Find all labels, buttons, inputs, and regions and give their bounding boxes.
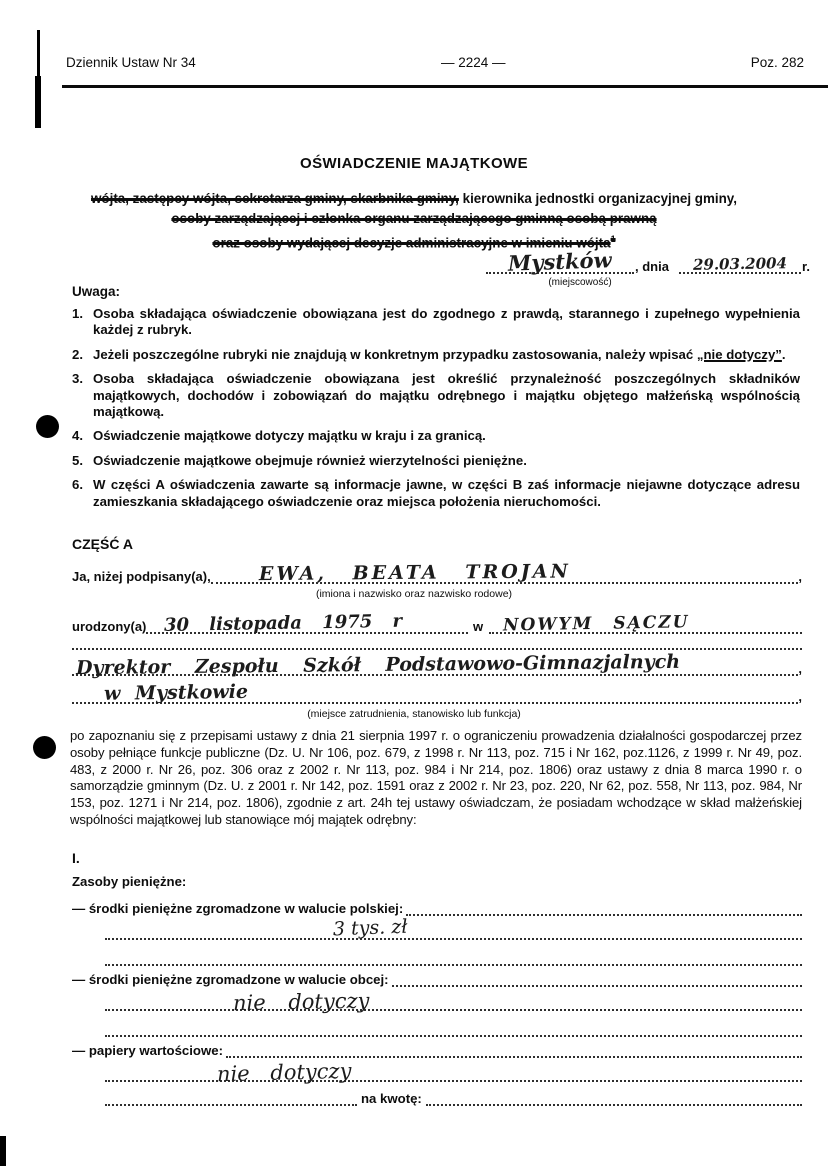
uwaga-heading: Uwaga:: [72, 284, 121, 299]
place-field: [486, 249, 634, 274]
part-a-heading: CZĘŚĆ A: [72, 536, 133, 552]
money-item-polish-currency: [72, 899, 802, 966]
name-hint: (imiona i nazwisko oraz nazwisko rodowe): [315, 588, 513, 600]
place-date-row: [486, 244, 812, 274]
name-field: [211, 562, 799, 584]
handwritten-value: nie dotyczy: [216, 1058, 352, 1087]
handwritten-employment-2: w Mystkowie: [103, 680, 249, 705]
uwaga-list: [72, 306, 800, 518]
money-item-foreign-currency: [72, 970, 802, 1037]
dnia-label: , dnia: [635, 259, 673, 274]
legal-paragraph: po zapoznaniu się z przepisami ustawy z dnia 21 sierpnia 1997 r. o ograniczeniu prowadzenia działalności gospodarczej przez osoby pełniące funkcje publiczne (Dz. U. Nr 106, poz. 679, z 1998 r. Nr 113, poz. 715 i Nr 162, poz.1126, z 1999 r. Nr 49, poz. 483, z 2000 r. Nr 26, poz. 306 oraz z 2002 r. Nr 113, poz. 984 i Nr 214, poz. 1806) oraz ustawy z dnia 8 marca 1990 r. o samorządzie gminnym (Dz. U. z 2001 r. Nr 142, poz. 1591 oraz z 2002 r. Nr 23, poz. 220, Nr 62, poz. 558, Nr 113, poz. 984, Nr 153, poz. 1271 i Nr 214, poz. 1806), zgodnie z art. 24h tej ustawy oświadczam, że posiadam wchodzące w skład małżeńskiej wspólności majątkowej lub stanowiące mój majątek odrębny:: [70, 728, 802, 827]
document-title: OŚWIADCZENIE MAJĄTKOWE: [300, 155, 528, 172]
uwaga-item: 5. Oświadczenie majątkowe obejmuje również wierzytelności pieniężne.: [72, 452, 527, 468]
dotted-leader: [392, 985, 802, 987]
item-label: — środki pieniężne zgromadzone w walucie obcej:: [72, 972, 389, 987]
struck-text: wójta, zastępcy wójta, sekretarza gminy, skarbnika gminy,: [91, 191, 459, 206]
trailing-comma: ,: [798, 661, 802, 676]
item-label: — papiery wartościowe:: [72, 1043, 223, 1058]
scan-dot-artifact: [36, 415, 59, 438]
underlined-text: „nie dotyczy”: [696, 346, 782, 362]
page-number: — 2224 —: [440, 55, 506, 70]
handwritten-birthdate: 30 listopada 1975 r: [164, 610, 403, 636]
section-number: I.: [72, 850, 80, 866]
uwaga-item: 1. Osoba składająca oświadczenie obowiązana jest do zgodnego z prawdą, starannego i zupełnego wypełnienia każdej z rubryk.: [72, 306, 800, 338]
value-line: [105, 916, 802, 940]
w-label: w: [469, 619, 487, 634]
subtitle-line-2: [40, 209, 788, 229]
handwritten-value: nie dotyczy: [232, 988, 370, 1016]
uwaga-item: 4. Oświadczenie majątkowe dotyczy majątku w kraju i za granicą.: [72, 428, 486, 444]
employment-row-1: [72, 650, 802, 680]
dotted-leader: [406, 914, 802, 916]
position-number: Poz. 282: [750, 55, 804, 70]
employment-field-1: [72, 650, 798, 680]
section-one: [72, 850, 802, 1106]
employment-hint: (miejsce zatrudnienia, stanowisko lub funkcja): [307, 708, 521, 720]
dotted-leader: [426, 1104, 802, 1106]
uwaga-item: 6. W części A oświadczenia zawarte są informacje jawne, w części B zaś informacje niejawne dotyczące adresu zamieszkania składającego oświadczenie oraz miejsca położenia nieruchomości.: [72, 477, 800, 509]
handwritten-birthplace: NOWYM SĄCZU: [502, 612, 690, 636]
page-header: [66, 55, 804, 70]
dotted-leader: [226, 1056, 802, 1058]
employment-field-2: [72, 682, 798, 704]
trailing-comma: ,: [798, 689, 802, 704]
struck-text: osoby zarządzającej i członka organu zarządzającego gminną osobą prawną: [171, 211, 657, 226]
ja-label: Ja, niżej podpisany(a),: [72, 569, 211, 584]
r-suffix: r.: [802, 259, 810, 274]
date-field: [679, 255, 801, 274]
place-hint: (miejscowość): [548, 277, 612, 288]
value-line: [105, 987, 802, 1016]
subtitle-plain-text: kierownika jednostki organizacyjnej gminy,: [458, 191, 737, 206]
handwritten-employment-1: Dyrektor Zespołu Szkół Podstawowo-Gimnazjalnych: [75, 650, 681, 680]
scan-dot-artifact: [33, 736, 56, 759]
struck-text: oraz osoby wydającej decyzje administracyjne w imieniu wójta: [212, 235, 611, 251]
na-kwote-label: na kwotę:: [361, 1091, 422, 1106]
section-heading: Zasoby pieniężne:: [72, 874, 187, 889]
uwaga-item: 2. Jeżeli poszczególne rubryki nie znajdują w konkretnym przypadku zastosowania, należy wpisać „nie dotyczy”.: [72, 346, 786, 362]
employment-row-2: [72, 678, 802, 704]
trailing-comma: ,: [798, 569, 802, 584]
handwritten-value: 3 tys. zł: [332, 915, 408, 941]
pen-mark-artifact: [37, 30, 40, 128]
dotted-leader: [105, 1104, 357, 1106]
subtitle-line-1: [40, 189, 788, 209]
handwritten-place: Mystków: [507, 247, 613, 276]
scan-edge-artifact: [0, 1136, 6, 1166]
handwritten-date: 29.03.2004: [692, 254, 787, 274]
name-row: [72, 558, 802, 584]
born-label: urodzony(a): [72, 619, 147, 634]
blank-dotted-line: [72, 626, 802, 650]
journal-title: Dziennik Ustaw Nr 34: [66, 55, 196, 70]
header-rule: [62, 85, 828, 88]
item-label: — środki pieniężne zgromadzone w walucie polskiej:: [72, 901, 404, 916]
handwritten-name: EWA, BEATA TROJAN: [258, 560, 571, 586]
money-item-securities: [72, 1041, 802, 1106]
footnote-marker: 1: [610, 234, 616, 244]
value-line: [105, 1058, 802, 1087]
uwaga-item: 3. Osoba składająca oświadczenie obowiązana jest określić przynależność poszczególnych składników majątkowych, dochodów i zobowiązań do majątku odrębnego i majątku objętego małżeńską wspólnością majątkową.: [72, 371, 800, 420]
